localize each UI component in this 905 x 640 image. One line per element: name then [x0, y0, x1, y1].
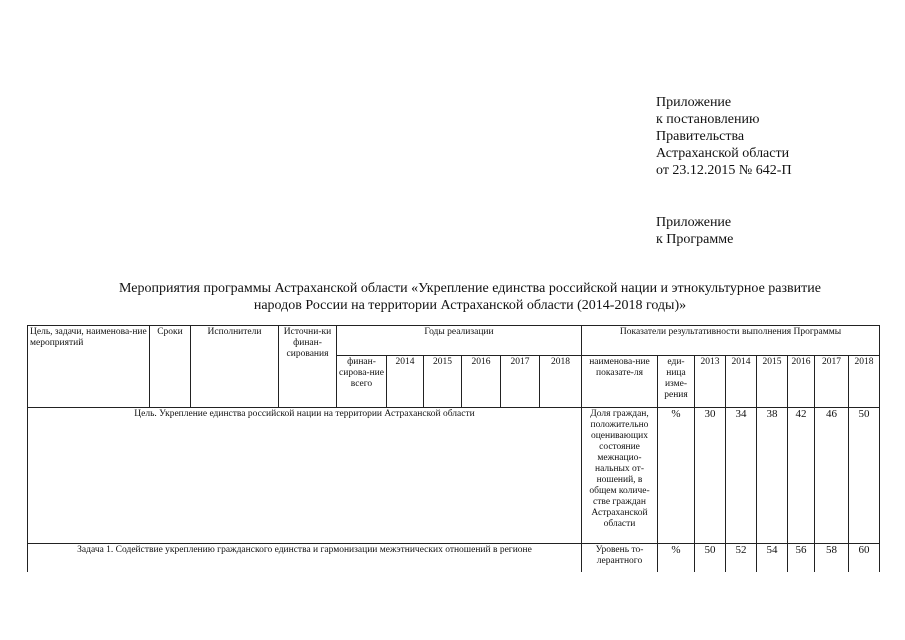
header-year: 2013	[695, 356, 726, 408]
indicator-unit: %	[658, 408, 695, 544]
indicator-value: 50	[695, 544, 726, 584]
appendix-line: к постановлению	[656, 112, 760, 127]
document-title	[60, 280, 880, 314]
header-year: 2016	[788, 356, 815, 408]
header-year: 2017	[501, 356, 540, 408]
header-unit: еди-ница изме-рения	[658, 356, 695, 408]
header-goal: Цель, задачи, наименова-ние мероприятий	[28, 326, 150, 408]
header-year: 2015	[424, 356, 462, 408]
header-sources: Источни-ки финан-сирования	[279, 326, 337, 408]
indicator-value: 50	[849, 408, 880, 544]
indicator-value: 38	[757, 408, 788, 544]
appendix-block-decree	[656, 94, 792, 179]
indicator-value: 34	[726, 408, 757, 544]
indicator-value: 60	[849, 544, 880, 584]
document-title-line: Мероприятия программы Астраханской области «Укрепление единства российской нации и этнокультурное развитие	[119, 281, 821, 296]
header-year: 2017	[815, 356, 849, 408]
program-measures-table	[27, 325, 880, 584]
header-year: 2015	[757, 356, 788, 408]
header-terms: Сроки	[150, 326, 191, 408]
table-row	[28, 408, 880, 544]
header-year: 2014	[726, 356, 757, 408]
header-year: 2018	[540, 356, 582, 408]
table-header-row	[28, 326, 880, 356]
header-executors: Исполнители	[191, 326, 279, 408]
header-year: 2018	[849, 356, 880, 408]
header-year: 2016	[462, 356, 501, 408]
header-year: 2014	[387, 356, 424, 408]
indicator-value: 46	[815, 408, 849, 544]
appendix-line: Приложение	[656, 215, 732, 230]
goal-text: Цель. Укрепление единства российской нации на территории Астраханской области	[28, 408, 582, 544]
indicator-name: Доля граждан, положительно оценивающих состояние межнацио-нальных от-ношений, в общем количе-стве граждан Астраханской области	[582, 408, 658, 544]
indicator-unit: %	[658, 544, 695, 584]
indicator-name: Уровень то-лерантного	[582, 544, 658, 584]
appendix-line-decree-number: от 23.12.2015 № 642-П	[656, 163, 792, 178]
indicator-value: 54	[757, 544, 788, 584]
page-bottom-margin	[0, 572, 905, 640]
indicator-value: 56	[788, 544, 815, 584]
appendix-line: Приложение	[656, 95, 732, 110]
header-financing-total: финан-сирова-ние всего	[337, 356, 387, 408]
task-text: Задача 1. Содействие укреплению гражданского единства и гармонизации межэтнических отношений в регионе	[28, 544, 582, 584]
indicator-value: 30	[695, 408, 726, 544]
document-title-line: народов России на территории Астраханской области (2014-2018 годы)»	[253, 298, 687, 313]
appendix-line: к Программе	[656, 232, 734, 247]
header-years-group: Годы реализации	[337, 326, 582, 356]
appendix-line: Правительства	[656, 129, 745, 144]
header-indicators-group: Показатели результативности выполнения Программы	[582, 326, 880, 356]
indicator-value: 42	[788, 408, 815, 544]
appendix-block-program	[656, 214, 733, 248]
indicator-value: 52	[726, 544, 757, 584]
indicator-value: 58	[815, 544, 849, 584]
header-indicator-name: наименова-ние показате-ля	[582, 356, 658, 408]
appendix-line: Астраханской области	[656, 146, 790, 161]
